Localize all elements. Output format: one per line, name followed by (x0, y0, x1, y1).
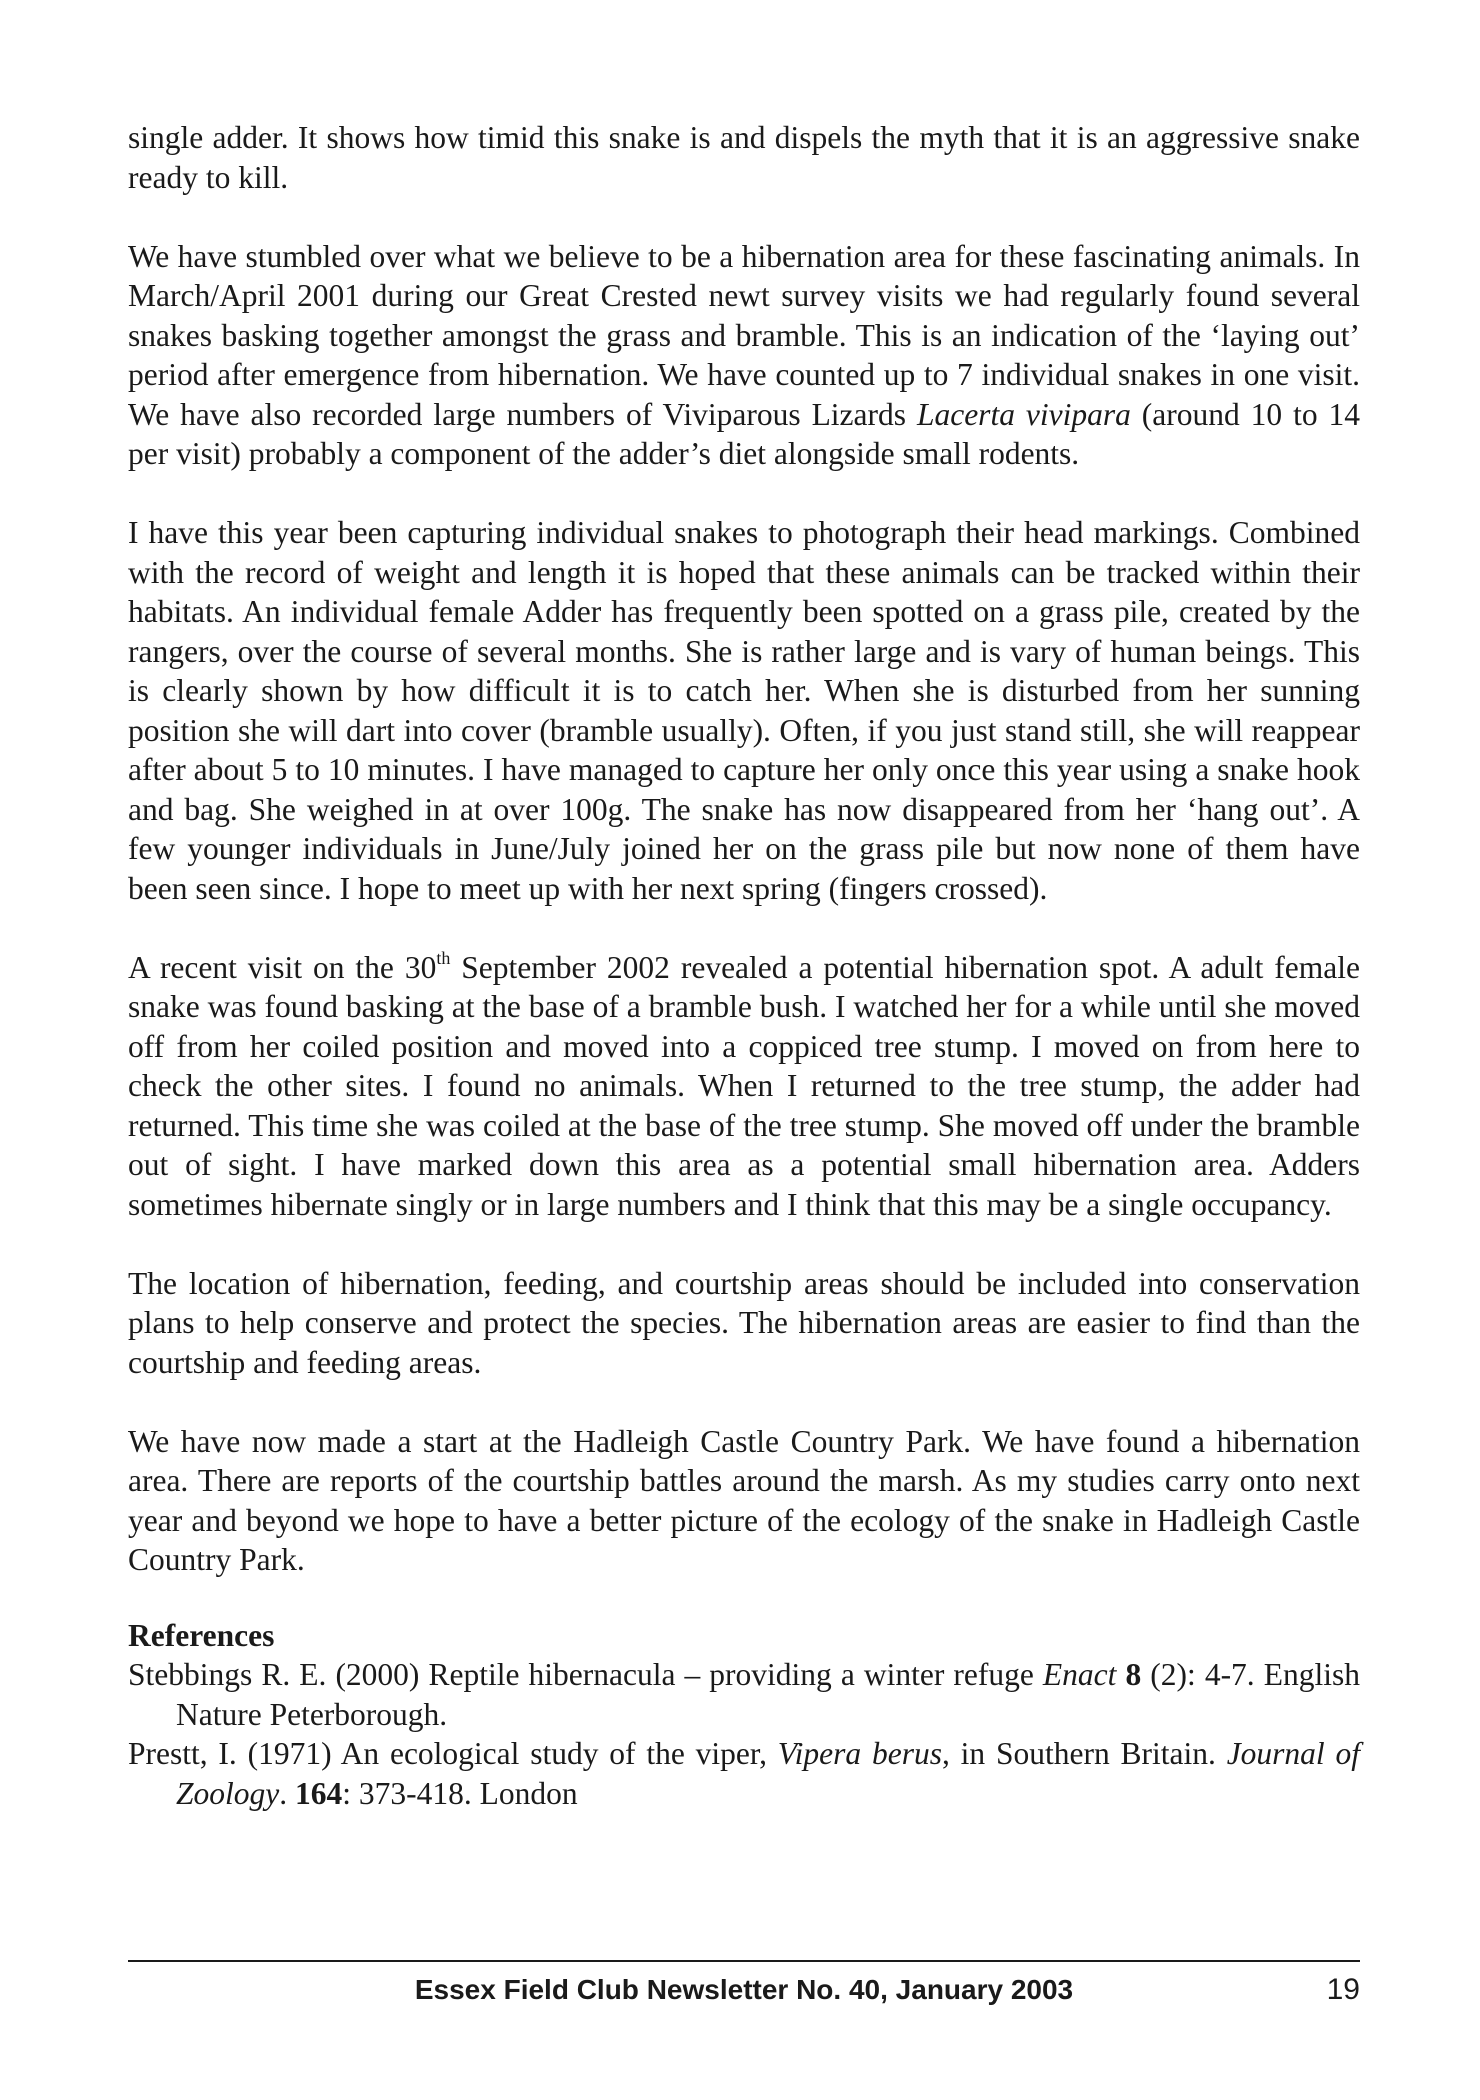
paragraph-6: We have now made a start at the Hadleigh Castle Country Park. We have found a hibernation area. There are reports of the courtship battles around the marsh. As my studies carry onto next year and beyond we hope to have a better picture of the ecology of the snake in Hadleigh Castle Country Park. (128, 1423, 1360, 1577)
reference-1-pre: Stebbings R. E. (2000) Reptile hibernacula – providing a winter refuge (128, 1657, 1043, 1692)
reference-2-volume: 164 (295, 1775, 343, 1811)
reference-2-journal: Journal of Zoology (176, 1736, 1360, 1811)
paragraph-4 (128, 948, 1360, 1225)
reference-2-species: Vipera berus (777, 1736, 942, 1771)
reference-1-post: (2): 4-7. English Nature Peterborough. (176, 1657, 1360, 1732)
paragraph-2 (128, 237, 1360, 474)
paragraph-2-tail: (around 10 to 14 per visit) probably a component of the adder’s diet alongside small rodents. (128, 396, 1360, 471)
reference-2-dot: . (279, 1775, 296, 1811)
paragraph-5: The location of hibernation, feeding, and courtship areas should be included into conservation plans to help conserve and protect the species. The hibernation areas are easier to find than the courtship and feeding areas. (128, 1265, 1360, 1380)
paragraph-2-text: We have stumbled over what we believe to be a hibernation area for these fascinating animals. In March/April 2001 during our Great Crested newt survey visits we had regularly found several snakes basking together amongst the grass and bramble. This is an indication of the ‘laying out’ period after emergence from hibernation. We have counted up to 7 individual snakes in one visit. We have also recorded large numbers of Viviparous Lizards (128, 238, 1360, 432)
paragraph-1: single adder. It shows how timid this snake is and dispels the myth that it is an aggressive snake ready to kill. (128, 120, 1360, 195)
page-number: 19 (1326, 1973, 1360, 2006)
reference-1-journal: Enact (1042, 1657, 1117, 1692)
footer-divider (128, 1960, 1360, 1962)
references-heading: References (128, 1617, 275, 1653)
reference-2-pre: Prestt, I. (1971) An ecological study of the viper, (128, 1736, 778, 1771)
species-name: Lacerta vivipara (916, 396, 1131, 432)
reference-1-volume: 8 (1125, 1657, 1142, 1692)
article-body (128, 118, 1360, 1813)
paragraph-3: I have this year been capturing individual snakes to photograph their head markings. Combined with the record of weight and length it is hoped that these animals can be tracked within their habitats. An individual female Adder has frequently been spotted on a grass pile, created by the rangers, over the course of several months. She is rather large and is vary of human beings. This is clearly shown by how difficult it is to catch her. When she is disturbed from her sunning position she will dart into cover (bramble usually). Often, if you just stand still, she will reappear after about 5 to 10 minutes. I have managed to capture her only once this year using a snake hook and bag. She weighed in at over 100g. The snake has now disappeared from her ‘hang out’. A few younger individuals in June/July joined her on the grass pile but now none of them have been seen since. I hope to meet up with her next spring (fingers crossed). (128, 515, 1360, 906)
reference-2-post: : 373-418. London (342, 1775, 578, 1811)
reference-2-mid: , in Southern Britain. (941, 1736, 1227, 1771)
paragraph-4-start: A recent visit on the 30 (128, 949, 437, 985)
reference-1 (128, 1655, 1360, 1734)
reference-2 (128, 1734, 1360, 1813)
page-footer (128, 1972, 1360, 2012)
ordinal-suffix: th (436, 948, 451, 968)
paragraph-4-rest: September 2002 revealed a potential hibernation spot. A adult female snake was found basking at the base of a bramble bush. I watched her for a while until she moved off from her coiled position and moved into a coppiced tree stump. I moved on from here to check the other sites. I found no animals. When I returned to the tree stump, the adder had returned. This time she was coiled at the base of the tree stump. She moved off under the bramble out of sight. I have marked down this area as a potential small hibernation area. Adders sometimes hibernate singly or in large numbers and I think that this may be a single occupancy. (128, 949, 1360, 1222)
footer-title: Essex Field Club Newsletter No. 40, January 2003 (414, 1974, 1074, 2005)
